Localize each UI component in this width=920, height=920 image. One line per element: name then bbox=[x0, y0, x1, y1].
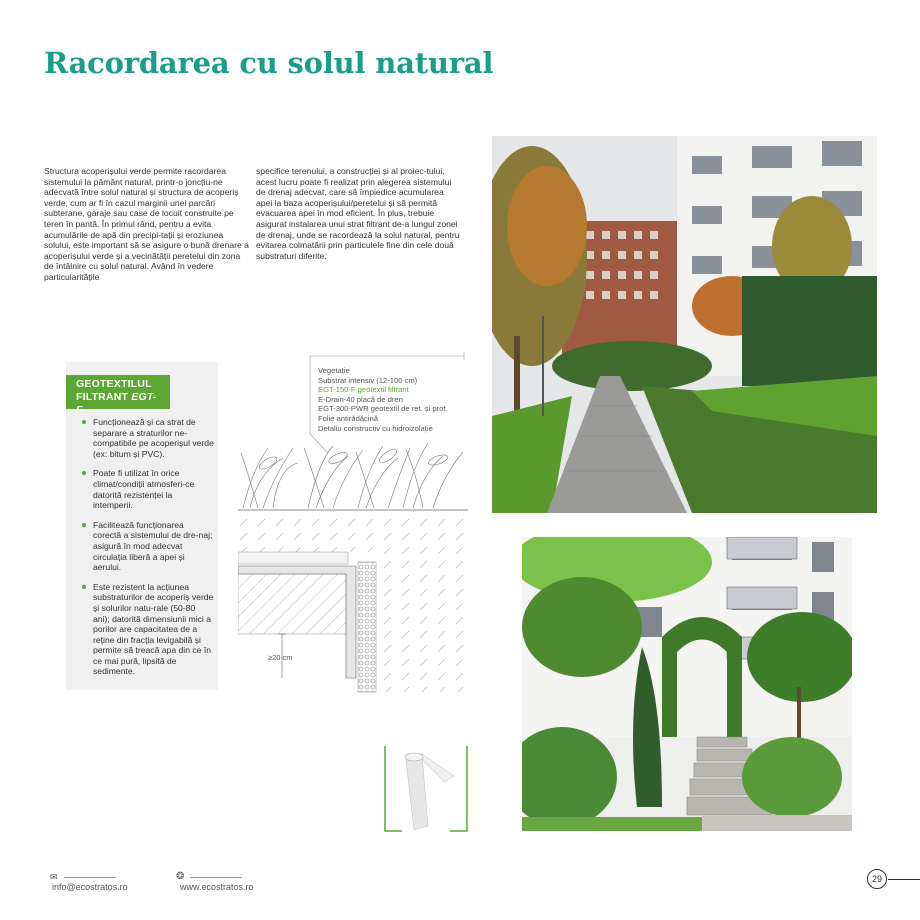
layer-label: Vegetație bbox=[318, 366, 350, 375]
feature-item: Facilitează funcționarea corectă a sistemului de dre-naj; asigură în mod adecvat circulația liberă a apei și aerului. bbox=[80, 520, 214, 573]
layer-label: E-Drain-40 placă de dren bbox=[318, 394, 403, 404]
feature-list bbox=[80, 417, 214, 686]
badge-code: EGT-F bbox=[76, 391, 157, 416]
layer-list bbox=[318, 366, 448, 433]
plant-illustration bbox=[241, 443, 463, 508]
email-icon: ✉ bbox=[50, 872, 58, 882]
body-column-1: Structura acoperișului verde permite racordarea sistemului la pământ natural, printr-o joncțiu-ne adecvată între solul natural și structura de acoperiș verde, cum ar fi în cazul marginii unei parcări subterane, garaje sau case de locuit construite pe teren în pantă. În primul rând, pentru a evita acumulările de apă din precipi-tații și eroziunea solului, este important să se asigure o bună drenare a acoperișului verde și a vecinătății peretelui din zona de întâlnire cu solul natural. Având în vedere particularitățile bbox=[44, 166, 249, 282]
feature-item: Poate fi utilizat în orice climat/condiții atmosferi-ce datorită rezistenței la intemperii. bbox=[80, 468, 214, 510]
page-number: 29 bbox=[867, 869, 887, 889]
layer-label: Folie antirădăcină bbox=[318, 413, 378, 423]
layer-label-highlight: EGT-150-F geotextil filtrant bbox=[318, 385, 409, 395]
layer-label: EGT-300-PWR geotextil de ret. și prot. bbox=[318, 404, 448, 414]
footer-divider bbox=[64, 877, 116, 878]
body-column-2: specifice terenului, a construcției și al proiec-tului, acest lucru poate fi realizat prin alegerea sistemului de drenaj adecvat, care să împiedice acumularea apei la baza acoperișului/peretelui și să permită evacuarea apei în mod eficient. În plus, trebuie asigurat instalarea unui strat filtrant de-a lungul zonei de drenaj, unde se racordează la solul natural, pentru evitarea colmatării prin particulele fine din cele două substraturi diferite. bbox=[256, 166, 460, 261]
page-number-line bbox=[888, 879, 920, 880]
badge-line-2: FILTRANT EGT-F bbox=[76, 391, 157, 416]
photo-garden-stairs bbox=[522, 537, 852, 831]
page-title: Racordarea cu solul natural bbox=[44, 46, 494, 80]
footer-website[interactable]: www.ecostratos.ro bbox=[180, 882, 254, 892]
feature-item: Funcționează și ca strat de separare a straturilor ne-compatibile pe acoperișul verde (ex: bitum și PVC). bbox=[80, 417, 214, 459]
photo-garden-path bbox=[492, 136, 877, 513]
badge-line-1: GEOTEXTILUL bbox=[76, 378, 152, 390]
product-badge bbox=[66, 375, 170, 416]
footer-divider bbox=[190, 877, 242, 878]
layer-label: Substrat intensiv (12-100 cm) bbox=[318, 375, 418, 385]
dimension-label: ≥20 cm bbox=[268, 653, 293, 662]
layer-label: Detaliu constructiv cu hidroizolație bbox=[318, 423, 433, 433]
footer-email[interactable]: info@ecostratos.ro bbox=[52, 882, 128, 892]
geotextile-roll-image bbox=[384, 746, 468, 832]
globe-icon: ❂ bbox=[176, 871, 185, 882]
feature-item: Este rezistent la acțiunea substraturilor de acoperiș verde și solurilor natu-rale (50-80 ani); datorită dimensiunii mici a porilor are capacitatea de a reține din fracția levigabilă și permite să treacă apa din ce în ce mai pură, lipsită de sedimente. bbox=[80, 582, 214, 677]
